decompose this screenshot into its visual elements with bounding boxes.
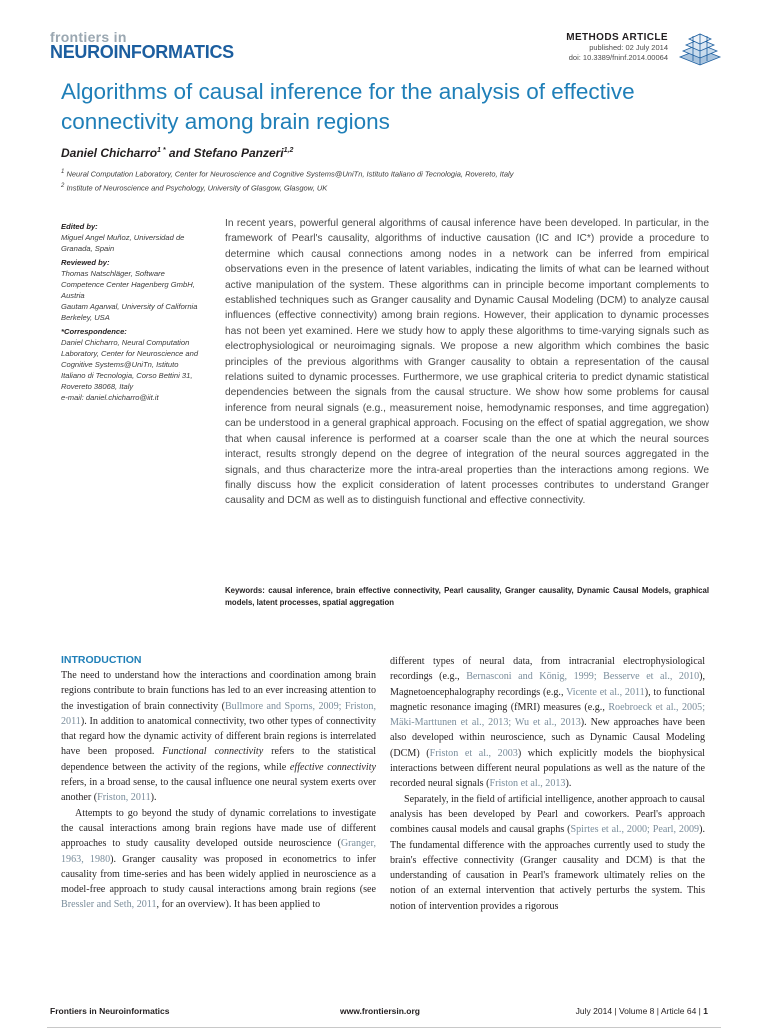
reviewer-info: Gautam Agarwal, University of California Berkeley, USA (61, 302, 198, 322)
correspondence-email[interactable]: e-mail: daniel.chicharro@iit.it (61, 393, 159, 402)
footer-issue-info: July 2014 | Volume 8 | Article 64 | (575, 1006, 701, 1016)
citation-link[interactable]: Friston et al., 2013 (489, 778, 566, 790)
editor-info: Miguel Angel Muñoz, Universidad de Granada, Spain (61, 233, 185, 253)
citation-link[interactable]: Vicente et al., 2011 (566, 686, 645, 698)
author-list (61, 146, 293, 160)
published-date: published: 02 July 2014 (589, 43, 668, 52)
citation-link[interactable]: Friston, 2011 (97, 792, 151, 804)
citation-link[interactable]: Friston et al., 2003 (429, 747, 518, 759)
paragraph: Attempts to go beyond the study of dynamic correlations to investigate the causal interactions among brain regions have made use of different approaches to study causality developed outside neuroscience (Granger, 1963, 1980). Granger causality was proposed in econometrics to infer causality from time-series and has been widely applied in neuroscience as a model-free approach to study causal interactions among brain regions (see Bressler and Seth, 2011, for an overview). It has been applied to (61, 807, 376, 911)
citation-link[interactable]: Bressler and Seth, 2011 (61, 899, 157, 911)
affiliation-number: 2 (61, 183, 65, 189)
author-name[interactable]: Stefano Panzeri (193, 146, 284, 160)
citation-link[interactable]: Granger, 1963, 1980 (61, 838, 376, 865)
paragraph: Separately, in the field of artificial intelligence, another approach to causal analysis has been developed by Pearl and coworkers. Pearl's approach combines causal models and causal graphs (Spirtes et al., 2000; Pearl, 2009). The fundamental difference with the approaches currently used to study the brain's effective connectivity (Granger causality and DCM) is that the understanding of causation in Pearl's framework ultimately relies on the notion of an external intervention that actively perturbs the system. This notion of intervention provides a rigorous (390, 793, 705, 912)
journal-logo-icon (675, 25, 725, 70)
keywords-label: Keywords: (225, 586, 265, 595)
term-effective-connectivity: effective connectivity (289, 761, 376, 773)
doi: doi: 10.3389/fninf.2014.00064 (568, 53, 668, 62)
body-column-right (390, 654, 705, 914)
paragraph: The need to understand how the interactions and coordination among brain regions contribute to brain functions has led to an ever increasing attention to the investigation of brain connectivity (Bullmore and Sporns, 2009; Friston, 2011). In addition to anatomical connectivity, two other types of connectivity that regard how the dynamic activity of different brain regions is interrelated have been proposed. Functional connectivity refers to the statistical dependence between the activity of the regions, while effective connectivity refers, in a broad sense, to the causal influence one neural system exerts over another (Friston, 2011). (61, 670, 377, 804)
edited-by-heading: Edited by: (61, 222, 98, 231)
footer-journal: Frontiers in Neuroinformatics (50, 1006, 170, 1016)
author-affiliation-mark: 1 * (157, 147, 166, 154)
article-type: METHODS ARTICLE (566, 32, 668, 43)
affiliation (61, 167, 513, 180)
citation-link[interactable]: Roebroeck et al., 2005; Mäki-Marttunen et al., 2013; Wu et al., 2013 (390, 701, 705, 729)
abstract: In recent years, powerful general algorithms of causal inference have been developed. In particular, in the framework of Pearl's causality, algorithms of inductive causation (IC and IC*) provide a procedure to determine which causal connections among nodes in a network can be inferred from empirical observations even in the presence of latent variables, indicating the limits of what can be learned without active manipulation of the system. These algorithms can in principle become important complements to established techniques such as Granger causality and Dynamic Causal Modeling (DCM) to analyze causal influences (effective connectivity) among brain regions. However, their application to dynamic processes has not been yet examined. Here we study how to apply these algorithms to time-varying signals such as electrophysiological or neuroimaging signals. We propose a new algorithm which combines the basic principles of the previous algorithms with Granger causality to obtain a representation of the causal relations suited to dynamic processes. Furthermore, we use graphical criteria to predict dynamic statistical dependencies between the signals from the causal structure. We show how some problems for causal inference from neural signals (e.g., measurement noise, hemodynamic responses, and time aggregation) can be understood in a general graphical approach. Focusing on the effect of spatial aggregation, we show that when causal inference is performed at a coarser scale than the one at which the neural sources interact, results strongly depend on the degree of integration of the neural sources aggregated in the signals, and thus characterize more the intra-areal properties than the interactions among regions. We finally discuss how the explicit consideration of latent processes contributes to understand Granger causality and DCM as well as to distinguish functional and effective connectivity. (225, 218, 709, 507)
term-functional-connectivity: Functional connectivity (162, 746, 264, 758)
author-affiliation-mark: 1,2 (283, 147, 294, 154)
correspondence-heading: *Correspondence: (61, 327, 127, 336)
paragraph: different types of neural data, from intracranial electrophysiological recordings (e.g., Bernasconi and König, 1999; Besserve et al., 2010), Magnetoencephalography recordings (e.g., Vicente et al., 2011), to functional magnetic resonance imaging (fMRI) measures (e.g., Roebroeck et al., 2005; Mäki-Marttunen et al., 2013; Wu et al., 2013). New approaches have been also developed within neuroscience, such as Dynamic Causal Modeling (DCM) (Friston et al., 2003) which explicitly models the biophysical interactions between different neural populations as well as the nature of the recorded neural signals (Friston et al., 2013). (390, 656, 706, 790)
keywords-list: causal inference, brain effective connectivity, Pearl causality, Granger causality, Dynamic Causal Models, graphical models, latent processes, spatial aggregation (225, 586, 710, 607)
affiliation-number: 1 (61, 169, 65, 175)
keywords (225, 585, 709, 609)
correspondence-info: Daniel Chicharro, Neural Computation Laboratory, Center for Neuroscience and Cognitive Systems@UniTn, Istituto Italiano di Tecnologia, Corso Bettini 31, Rovereto 38068, Italy (61, 338, 199, 391)
citation-link[interactable]: Bullmore and Sporns, 2009; Friston, 2011 (61, 700, 376, 727)
body-column-left (61, 668, 376, 913)
reviewer-info: Thomas Natschläger, Software Competence Center Hagenberg GmbH, Austria (61, 269, 195, 300)
publication-meta (569, 43, 668, 63)
editorial-sidebar (61, 218, 201, 403)
citation-link[interactable]: Bernasconi and König, 1999; Besserve et al., 2010 (466, 671, 700, 683)
reviewed-by-heading: Reviewed by: (61, 258, 110, 267)
section-heading-introduction: INTRODUCTION (61, 654, 142, 666)
author-separator: and (165, 146, 194, 160)
footer-issue (576, 1006, 708, 1016)
affiliation (61, 181, 327, 194)
journal-name-top: frontiers in (50, 29, 127, 45)
journal-name-main: NEUROINFORMATICS (50, 42, 234, 62)
author-name[interactable]: Daniel Chicharro (61, 146, 158, 160)
citation-link[interactable]: Spirtes et al., 2000; Pearl, 2009 (570, 824, 700, 836)
page-number: 1 (703, 1006, 708, 1016)
affiliation-text: Neural Computation Laboratory, Center for Neuroscience and Cognitive Systems@UniTn, Istituto Italiano di Tecnologia, Rovereto, Italy (66, 169, 514, 179)
affiliation-text: Institute of Neuroscience and Psychology, University of Glasgow, Glasgow, UK (66, 183, 328, 193)
footer-url[interactable]: www.frontiersin.org (340, 1006, 420, 1016)
article-title: Algorithms of causal inference for the analysis of effective connectivity among brain regions (61, 79, 635, 134)
